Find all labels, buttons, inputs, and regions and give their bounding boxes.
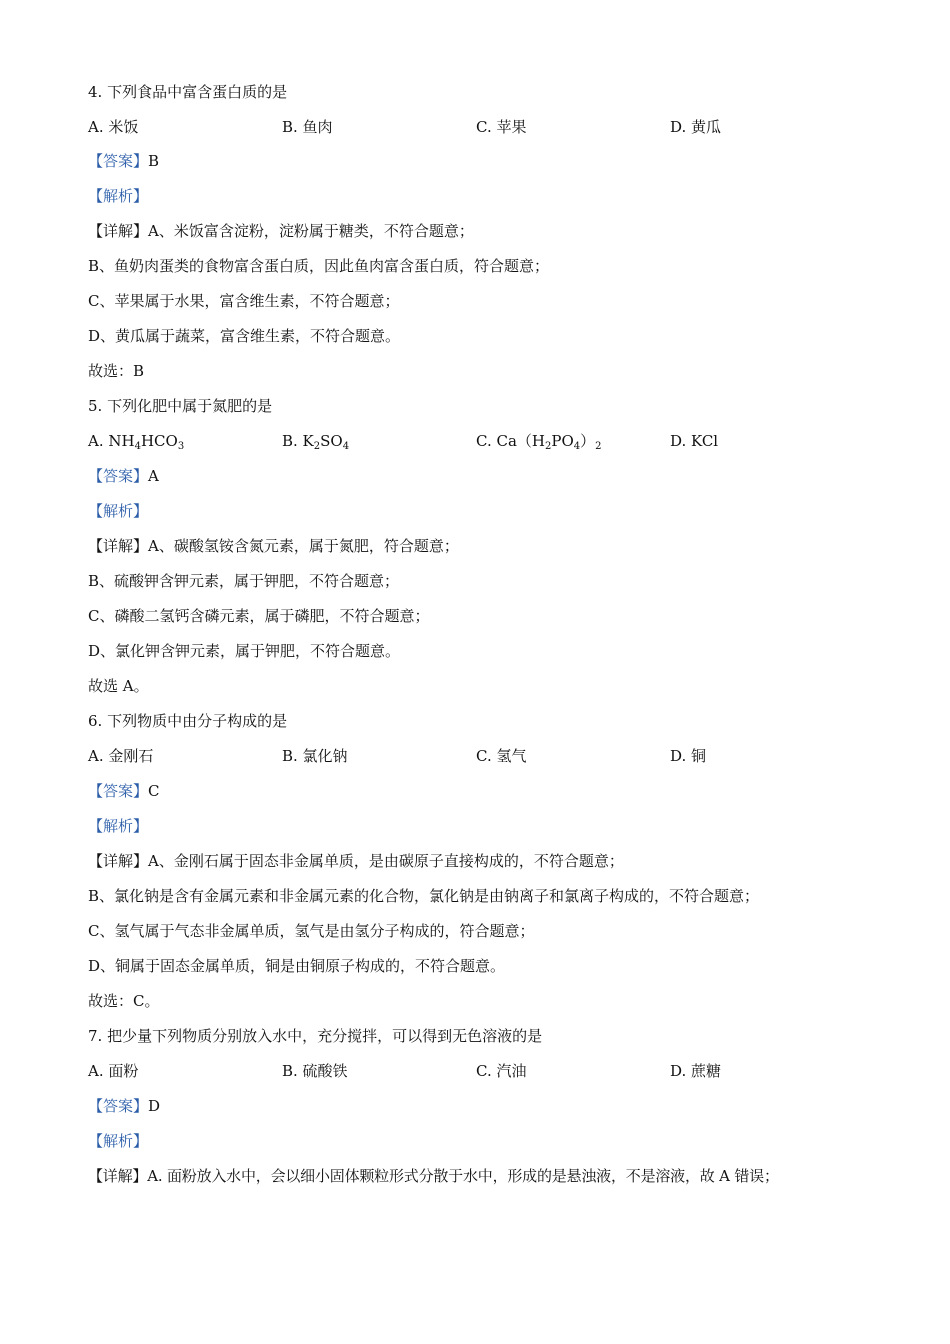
q5-answer: A — [148, 467, 159, 485]
q6-option-c: C. 氢气 — [476, 747, 527, 765]
q4-detail-d: D、黄瓜属于蔬菜，富含维生素，不符合题意。 — [88, 327, 401, 345]
answer-label: 【答案】 — [88, 782, 149, 800]
q6-option-a: A. 金刚石 — [88, 747, 154, 765]
question-6-stem: 6. 下列物质中由分子构成的是 — [88, 712, 288, 730]
q7-option-c: C. 汽油 — [476, 1062, 527, 1080]
q5-detail-b: B、硫酸钾含钾元素，属于钾肥，不符合题意； — [88, 572, 400, 590]
q4-detail-line — [88, 221, 474, 241]
answer-label: 【答案】 — [88, 1097, 149, 1115]
q6-detail-line — [88, 851, 624, 871]
q4-conclusion: 故选：B — [88, 362, 145, 380]
q6-analysis-label: 【解析】 — [88, 817, 149, 835]
q4-option-d: D. 黄瓜 — [670, 118, 722, 136]
q7-analysis-label: 【解析】 — [88, 1132, 149, 1150]
q6-option-d: D. 铜 — [670, 747, 707, 765]
q4-detail-c: C、苹果属于水果，富含维生素，不符合题意； — [88, 292, 400, 310]
q5-conclusion: 故选 A。 — [88, 677, 149, 695]
question-4-options — [88, 117, 868, 137]
q5-analysis-label: 【解析】 — [88, 502, 149, 520]
q7-option-a: A. 面粉 — [88, 1062, 139, 1080]
detail-label: 【详解】 — [88, 537, 149, 555]
q7-option-b: B. 硫酸铁 — [282, 1062, 348, 1080]
q4-analysis-label: 【解析】 — [88, 187, 149, 205]
q7-option-d: D. 蔗糖 — [670, 1062, 722, 1080]
detail-label: 【详解】 — [88, 852, 149, 870]
q7-detail-line — [88, 1166, 779, 1186]
q6-detail-c: C、氢气属于气态非金属单质，氢气是由氢分子构成的，符合题意； — [88, 922, 535, 940]
detail-label: 【详解】 — [88, 1167, 148, 1185]
q6-detail-d: D、铜属于固态金属单质，铜是由铜原子构成的，不符合题意。 — [88, 957, 506, 975]
q4-detail-a: A、米饭富含淀粉，淀粉属于糖类，不符合题意； — [148, 222, 474, 240]
q5-option-c: C. $Ca(H_2PO_4)_2$ — [476, 432, 602, 452]
q5-answer-line — [88, 466, 159, 486]
q5-option-d: D. KCl — [670, 432, 719, 450]
q4-answer: B — [148, 152, 160, 170]
question-6-options — [88, 746, 868, 766]
q6-answer-line — [88, 781, 160, 801]
question-7-stem: 7. 把少量下列物质分别放入水中，充分搅拌，可以得到无色溶液的是 — [88, 1027, 543, 1045]
question-4-stem: 4. 下列食品中富含蛋白质的是 — [88, 83, 288, 101]
q4-detail-b: B、鱼奶肉蛋类的食物富含蛋白质，因此鱼肉富含蛋白质，符合题意； — [88, 257, 550, 275]
answer-label: 【答案】 — [88, 467, 149, 485]
q7-answer-line — [88, 1096, 160, 1116]
q5-option-b: B. $K_2SO_4$ — [282, 432, 350, 452]
q4-option-c: C. 苹果 — [476, 118, 527, 136]
question-7-options — [88, 1061, 868, 1081]
q6-detail-b: B、氯化钠是含有金属元素和非金属元素的化合物，氯化钠是由钠离子和氯离子构成的，不符合题意； — [88, 887, 760, 905]
detail-label: 【详解】 — [88, 222, 149, 240]
question-5-stem: 5. 下列化肥中属于氮肥的是 — [88, 397, 273, 415]
q5-detail-a: A、碳酸氢铵含氮元素，属于氮肥，符合题意； — [148, 537, 459, 555]
q6-option-b: B. 氯化钠 — [282, 747, 348, 765]
q5-detail-d: D、氯化钾含钾元素，属于钾肥，不符合题意。 — [88, 642, 401, 660]
q7-answer: D — [148, 1097, 161, 1115]
q5-option-a: A. $NH_4HCO_3$ — [88, 432, 185, 452]
question-5-options — [88, 431, 868, 451]
q6-detail-a: A、金刚石属于固态非金属单质，是由碳原子直接构成的，不符合题意； — [148, 852, 624, 870]
q5-detail-line — [88, 536, 459, 556]
q5-detail-c: C、磷酸二氢钙含磷元素，属于磷肥，不符合题意； — [88, 607, 430, 625]
q4-option-a: A. 米饭 — [88, 118, 139, 136]
q6-conclusion: 故选：C。 — [88, 992, 160, 1010]
answer-label: 【答案】 — [88, 152, 149, 170]
q4-answer-line — [88, 151, 159, 171]
q6-answer: C — [148, 782, 160, 800]
q7-detail-a: A. 面粉放入水中，会以细小固体颗粒形式分散于水中，形成的是悬浊液，不是溶液，故 A 错误； — [147, 1167, 779, 1185]
q4-option-b: B. 鱼肉 — [282, 118, 333, 136]
